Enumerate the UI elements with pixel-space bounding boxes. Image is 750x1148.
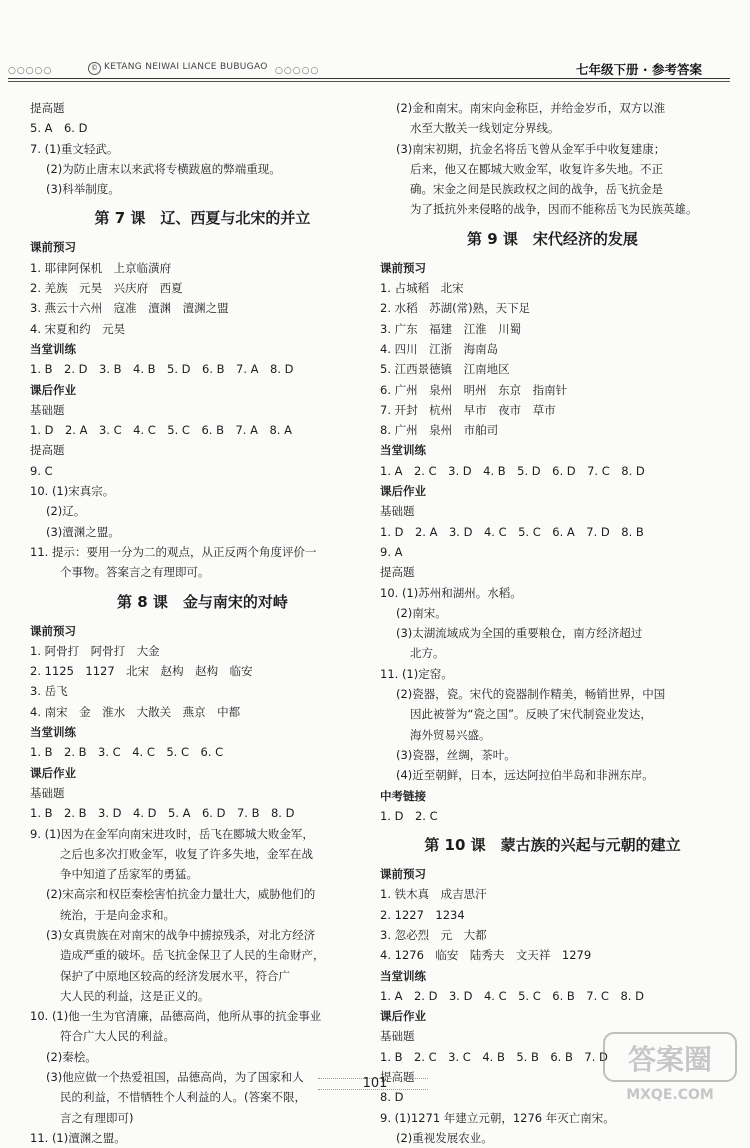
- answer-line: 1. A 2. C 3. D 4. B 5. D 6. D 7. C 8. D: [380, 463, 645, 478]
- answer-line: 基础题: [30, 402, 65, 417]
- answer-line: 基础题: [30, 785, 65, 800]
- answer-line: (2)瓷器，瓷。宋代的瓷器制作精美，畅销世界，中国: [396, 687, 666, 702]
- watermark-graphic: [600, 1027, 740, 1107]
- answer-line: 提高题: [30, 443, 65, 458]
- answer-line: 10. (1)他一生为官清廉，品德高尚，他所从事的抗金事业: [30, 1009, 322, 1024]
- section-label: 当堂训练: [380, 443, 426, 458]
- answer-line: 4. 1276 临安 陆秀夫 文天祥 1279: [380, 948, 592, 963]
- logo-mark-icon: ©: [88, 62, 101, 75]
- answer-line: 言之有理即可): [60, 1110, 134, 1125]
- answer-line: 1. 阿骨打 阿骨打 大金: [30, 643, 160, 658]
- answer-line: (3)科举制度。: [46, 182, 120, 197]
- section-label: 课前预习: [380, 260, 426, 275]
- header-divider: [8, 78, 730, 79]
- answer-line: 7. (1)重文轻武。: [30, 141, 119, 156]
- watermark-url: MXQE.COM: [626, 1087, 714, 1103]
- answer-line: 1. B 2. B 3. C 4. C 5. C 6. C: [30, 745, 224, 760]
- answer-line: 2. 1227 1234: [380, 907, 465, 922]
- lesson-heading: 第 7 课 辽、西夏与北宋的并立: [94, 209, 311, 228]
- answer-line: 为了抵抗外来侵略的战争，因而不能称岳飞为民族英雄。: [410, 202, 698, 217]
- answer-line: 海外贸易兴盛。: [410, 727, 491, 742]
- answer-line: 基础题: [380, 504, 415, 519]
- answer-line: 提高题: [380, 1070, 415, 1085]
- answer-line: (3)瓷器，丝绸，茶叶。: [396, 747, 516, 762]
- answer-line: 之后也多次打败金军，收复了许多失地，金军在战: [60, 846, 313, 861]
- answer-line: 5. 江西景德镇 江南地区: [380, 362, 510, 377]
- answer-line: (3)南宋初期，抗金名将岳飞曾从金军手中收复建康；: [396, 141, 666, 156]
- answer-line: 统治，于是向金求和。: [60, 907, 175, 922]
- answer-line: (2)为防止唐末以来武将专横跋扈的弊端重现。: [46, 161, 281, 176]
- answer-line: 7. 开封 杭州 早市 夜市 草市: [380, 402, 556, 417]
- section-label: 当堂训练: [380, 968, 426, 983]
- answer-line: 4. 四川 江浙 海南岛: [380, 341, 499, 356]
- page-number: 101: [362, 1076, 388, 1091]
- answer-line: 水至大散关一线划定分界线。: [410, 121, 560, 136]
- answer-line: 11. (1)澶渊之盟。: [30, 1130, 126, 1145]
- answer-line: 5. A 6. D: [30, 121, 88, 136]
- section-label: 当堂训练: [30, 725, 76, 740]
- answer-line: 确。宋金之间是民族政权之间的战争，岳飞抗金是: [410, 182, 663, 197]
- answer-line: 10. (1)宋真宗。: [30, 484, 115, 499]
- answer-line: 民的利益，不惜牺牲个人利益的人。(答案不限，: [60, 1090, 306, 1105]
- answer-line: 9. C: [30, 463, 53, 478]
- header-title: 七年级下册 · 参考答案: [576, 62, 702, 77]
- answer-line: 2. 1125 1127 北宋 赵构 赵构 临安: [30, 664, 253, 679]
- answer-line: 1. B 2. D 3. B 4. B 5. D 6. B 7. A 8. D: [30, 362, 294, 377]
- answer-line: (2)重视发展农业。: [396, 1130, 493, 1145]
- answer-line: 2. 羌族 元昊 兴庆府 西夏: [30, 281, 183, 296]
- answer-line: (3)女真贵族在对南宋的战争中掳掠残杀，对北方经济: [46, 927, 316, 942]
- answer-line: 个事物。答案言之有理即可。: [60, 565, 210, 580]
- answer-line: (4)近至朝鲜，日本，远达阿拉伯半岛和非洲东岸。: [396, 768, 654, 783]
- answer-line: 符合广大人民的利益。: [60, 1029, 175, 1044]
- left-column: [30, 98, 375, 1148]
- header-divider-thin: [8, 81, 730, 82]
- answer-line: 3. 岳飞: [30, 684, 68, 699]
- answer-line: 北方。: [410, 646, 445, 661]
- section-label: 课前预习: [380, 867, 426, 882]
- page-header: [0, 52, 750, 88]
- answer-line: 4. 南宋 金 淮水 大散关 燕京 中都: [30, 704, 241, 719]
- section-label: 当堂训练: [30, 341, 76, 356]
- answer-line: 11. 提示：要用一分为二的观点，从正反两个角度评价一: [30, 544, 317, 559]
- lesson-heading: 第 10 课 蒙古族的兴起与元朝的建立: [424, 836, 681, 855]
- answer-line: 提高题: [380, 565, 415, 580]
- answer-line: 1. D 2. A 3. C 4. C 5. C 6. B 7. A 8. A: [30, 423, 292, 438]
- answer-line: 8. 广州 泉州 市舶司: [380, 423, 499, 438]
- answer-line: 10. (1)苏州和湖州。水稻。: [380, 585, 522, 600]
- answer-line: 1. 铁木真 成吉思汗: [380, 887, 487, 902]
- answer-line: 因此被誉为“瓷之国”。反映了宋代制瓷业发达，: [410, 707, 652, 722]
- answer-line: 基础题: [380, 1029, 415, 1044]
- answer-line: 1. A 2. D 3. D 4. C 5. C 6. B 7. C 8. D: [380, 988, 644, 1003]
- answer-line: 8. D: [380, 1090, 404, 1105]
- answer-line: 争中知道了岳家军的勇猛。: [60, 867, 198, 882]
- answer-line: (2)金和南宋。南宋向金称臣，并给金岁币，双方以淮: [396, 101, 666, 115]
- answer-line: 3. 广东 福建 江淮 川蜀: [380, 321, 522, 336]
- section-label: 课后作业: [380, 1009, 426, 1024]
- answer-line: 6. 广州 泉州 明州 东京 指南针: [380, 382, 568, 397]
- lesson-heading: 第 9 课 宋代经济的发展: [467, 229, 638, 248]
- watermark-logo: [600, 1027, 740, 1107]
- answer-line: 9. A: [380, 544, 403, 559]
- answer-line: (3)他应做一个热爱祖国，品德高尚，为了国家和人: [46, 1070, 304, 1085]
- answer-line: 提高题: [30, 101, 65, 115]
- answer-line: 1. D 2. C: [380, 808, 438, 823]
- answer-line: 1. 占城稻 北宋: [380, 281, 464, 296]
- answer-line: 后来，他又在郾城大败金军，收复许多失地。不正: [410, 161, 663, 176]
- series-logo: [88, 62, 268, 75]
- answer-line: 1. B 2. B 3. D 4. D 5. A 6. D 7. B 8. D: [30, 806, 295, 821]
- answer-line: 3. 燕云十六州 寇准 澶渊 澶渊之盟: [30, 301, 229, 316]
- section-label: 课前预习: [30, 623, 76, 638]
- header-dots-left: ○○○○○: [8, 66, 53, 76]
- answer-line: 4. 宋夏和约 元昊: [30, 321, 126, 336]
- answer-line: 1. D 2. A 3. D 4. C 5. C 6. A 7. D 8. B: [380, 524, 644, 539]
- answer-line: 9. (1)因为在金军向南宋进攻时，岳飞在郾城大败金军，: [30, 826, 314, 841]
- section-label: 课后作业: [380, 484, 426, 499]
- answer-line: (2)南宋。: [396, 605, 447, 620]
- section-label: 课后作业: [30, 382, 76, 397]
- header-dots-right: ○○○○○: [275, 66, 320, 76]
- answer-line: 11. (1)定窑。: [380, 666, 453, 681]
- answer-line: (2)辽。: [46, 504, 86, 519]
- section-label: 课前预习: [30, 240, 76, 255]
- watermark-text: 答案圈: [627, 1043, 713, 1076]
- lesson-heading: 第 8 课 金与南宋的对峙: [117, 592, 288, 611]
- right-column: [380, 98, 725, 1148]
- answer-line: (2)秦桧。: [46, 1049, 97, 1064]
- answer-line: 1. 耶律阿保机 上京临潢府: [30, 260, 172, 275]
- answer-line: 2. 水稻 苏湖(常)熟，天下足: [380, 301, 531, 316]
- answer-line: (3)太湖流域成为全国的重要粮仓，南方经济超过: [396, 626, 643, 641]
- answer-line: (2)宋高宗和权臣秦桧害怕抗金力量壮大，威胁他们的: [46, 887, 316, 902]
- answer-line: 1. B 2. C 3. C 4. B 5. B 6. B 7. D: [380, 1049, 608, 1064]
- section-label: 中考链接: [380, 788, 426, 803]
- logo-text: KETANG NEIWAI LIANCE BUBUGAO: [104, 62, 268, 72]
- answer-line: 9. (1)1271 年建立元朝，1276 年灭亡南宋。: [380, 1110, 615, 1125]
- section-label: 课后作业: [30, 765, 76, 780]
- answer-line: 造成严重的破坏。岳飞抗金保卫了人民的生命财产，: [60, 948, 325, 963]
- answer-line: 保护了中原地区较高的经济发展水平，符合广: [60, 968, 290, 983]
- answer-line: 3. 忽必烈 元 大都: [380, 927, 487, 942]
- answer-line: (3)澶渊之盟。: [46, 524, 120, 539]
- answer-line: 大人民的利益，这是正义的。: [60, 988, 210, 1003]
